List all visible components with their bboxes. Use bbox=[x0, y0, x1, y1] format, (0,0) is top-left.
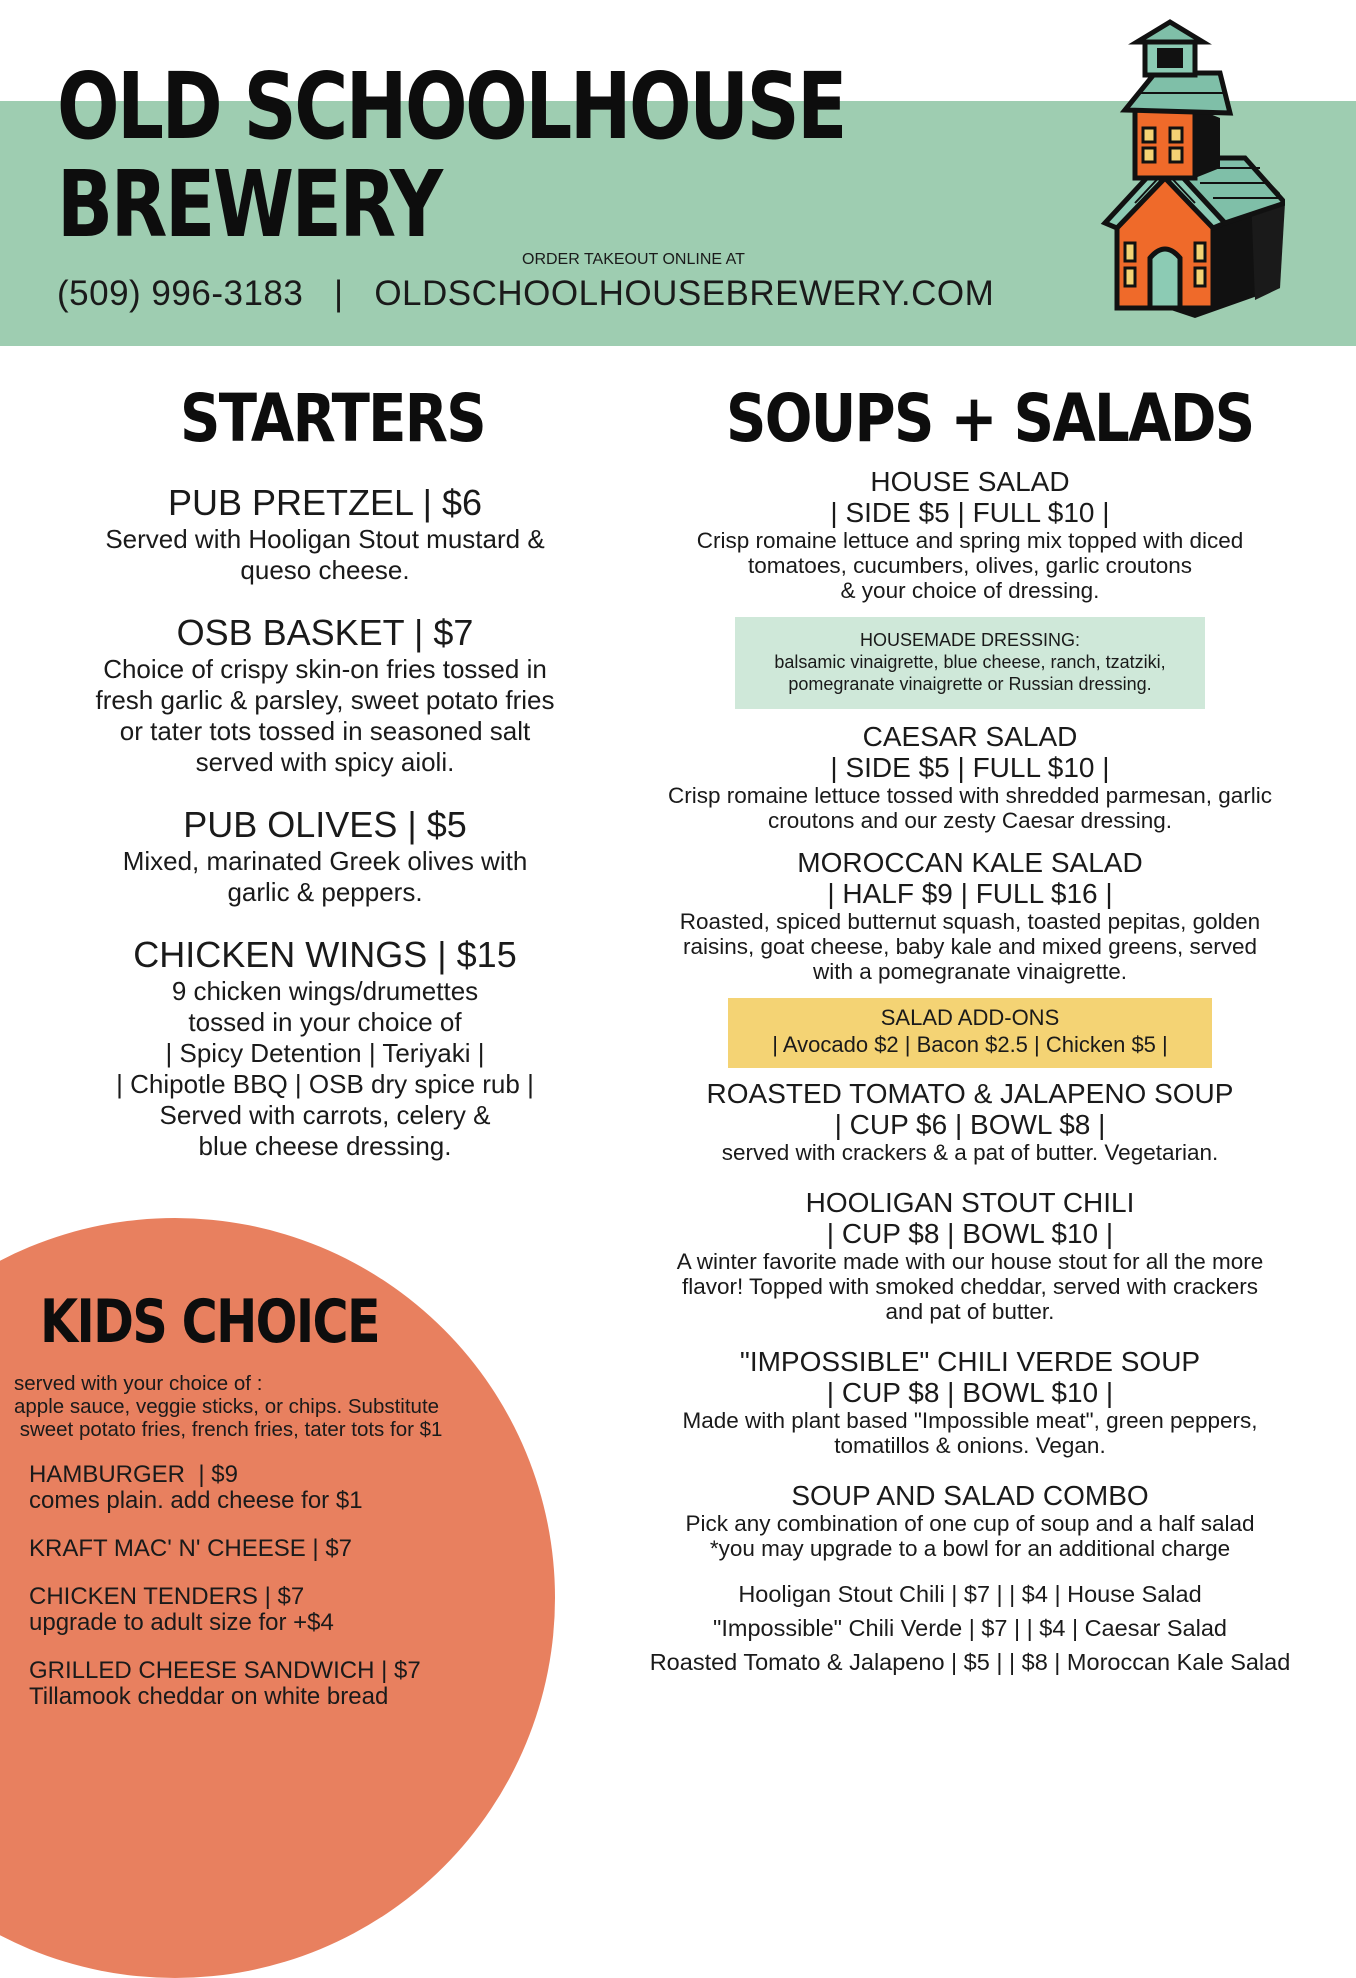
item-desc: Made with plant based "Impossible meat", green peppers, bbox=[682, 1408, 1258, 1433]
starters-title: STARTERS bbox=[180, 380, 486, 457]
kids-item-chicken-tenders bbox=[29, 1584, 421, 1636]
item-name: MOROCCAN KALE SALAD bbox=[797, 847, 1143, 878]
addons-title: SALAD ADD-ONS bbox=[880, 1005, 1060, 1030]
item-desc: 9 chicken wings/drumettes bbox=[171, 976, 479, 1006]
dressing-line: balsamic vinaigrette, blue cheese, ranch, tzatziki, bbox=[774, 652, 1166, 672]
contact-separator: | bbox=[334, 274, 344, 313]
item-desc: Served with carrots, celery & bbox=[159, 1100, 491, 1130]
item-note: upgrade to adult size for +$4 bbox=[29, 1609, 334, 1636]
kids-intro bbox=[14, 1372, 442, 1441]
menu-item-pub-pretzel bbox=[60, 482, 590, 586]
kids-intro-line: sweet potato fries, french fries, tater tots for $1 bbox=[14, 1418, 443, 1441]
item-note: comes plain. add cheese for $1 bbox=[29, 1487, 363, 1514]
title-line-1: OLD SCHOOLHOUSE bbox=[57, 53, 846, 160]
item-desc: tossed in your choice of bbox=[188, 1007, 462, 1037]
item-desc: flavor! Topped with smoked cheddar, served with crackers bbox=[681, 1274, 1259, 1299]
item-desc: garlic & peppers. bbox=[227, 877, 423, 907]
kids-choice-title: KIDS CHOICE bbox=[40, 1287, 379, 1357]
item-desc: croutons and our zesty Caesar dressing. bbox=[768, 808, 1172, 833]
item-name: CHICKEN TENDERS | $7 bbox=[29, 1583, 305, 1610]
item-desc: with a pomegranate vinaigrette. bbox=[813, 959, 1127, 984]
item-price: | SIDE $5 | FULL $10 | bbox=[830, 497, 1110, 528]
item-desc: served with crackers & a pat of butter. Vegetarian. bbox=[721, 1140, 1219, 1165]
menu-item-hooligan-stout-chili bbox=[620, 1187, 1320, 1324]
takeout-label: ORDER TAKEOUT ONLINE AT bbox=[522, 251, 745, 268]
item-name: OSB BASKET | $7 bbox=[176, 612, 474, 653]
dressing-title: HOUSEMADE DRESSING: bbox=[859, 630, 1081, 650]
item-desc: Crisp romaine lettuce and spring mix topped with diced bbox=[696, 528, 1244, 553]
kids-item-grilled-cheese bbox=[29, 1658, 421, 1710]
item-price: | CUP $8 | BOWL $10 | bbox=[826, 1377, 1114, 1408]
schoolhouse-icon bbox=[1095, 18, 1285, 323]
contact-line bbox=[57, 274, 994, 314]
addons-line: | Avocado $2 | Bacon $2.5 | Chicken $5 | bbox=[772, 1032, 1168, 1057]
menu-item-osb-basket bbox=[60, 612, 590, 778]
kids-item-mac-n-cheese bbox=[29, 1536, 421, 1562]
item-price: | HALF $9 | FULL $16 | bbox=[827, 878, 1113, 909]
soups-salads-column bbox=[620, 466, 1320, 1693]
item-desc: served with spicy aioli. bbox=[195, 747, 455, 777]
menu-item-moroccan-kale-salad bbox=[620, 847, 1320, 984]
combo-line: Hooligan Stout Chili | $7 | | $4 | House Salad bbox=[738, 1581, 1202, 1607]
dressing-box bbox=[735, 617, 1205, 709]
menu-item-impossible-chili-verde bbox=[620, 1346, 1320, 1458]
menu-item-pub-olives bbox=[60, 804, 590, 908]
item-name: CAESAR SALAD bbox=[862, 721, 1078, 752]
item-name: ROASTED TOMATO & JALAPENO SOUP bbox=[706, 1078, 1234, 1109]
item-desc: queso cheese. bbox=[240, 555, 410, 585]
item-desc: and pat of butter. bbox=[885, 1299, 1055, 1324]
item-desc: Mixed, marinated Greek olives with bbox=[122, 846, 528, 876]
item-desc: tomatillos & onions. Vegan. bbox=[834, 1433, 1106, 1458]
dressing-line: pomegranate vinaigrette or Russian dressing. bbox=[788, 674, 1152, 694]
website-link[interactable]: OLDSCHOOLHOUSEBREWERY.COM bbox=[374, 274, 995, 313]
item-desc: A winter favorite made with our house stout for all the more bbox=[676, 1249, 1264, 1274]
item-price: | CUP $6 | BOWL $8 | bbox=[834, 1109, 1106, 1140]
item-name: KRAFT MAC' N' CHEESE | $7 bbox=[29, 1535, 353, 1562]
item-note: Tillamook cheddar on white bread bbox=[29, 1683, 389, 1710]
item-name: CHICKEN WINGS | $15 bbox=[133, 934, 517, 975]
item-desc: tomatoes, cucumbers, olives, garlic croutons bbox=[748, 553, 1192, 578]
item-name: HAMBURGER | $9 bbox=[29, 1461, 238, 1488]
item-name: HOUSE SALAD bbox=[870, 466, 1070, 497]
salad-addons-box bbox=[728, 998, 1212, 1068]
item-desc: Choice of crispy skin-on fries tossed in bbox=[103, 654, 547, 684]
item-name: "IMPOSSIBLE" CHILI VERDE SOUP bbox=[739, 1346, 1201, 1377]
combo-lines bbox=[620, 1577, 1320, 1679]
title-line-2: BREWERY bbox=[57, 151, 441, 258]
combo-line: "Impossible" Chili Verde | $7 | | $4 | Caesar Salad bbox=[713, 1615, 1227, 1641]
item-desc: | Spicy Detention | Teriyaki | bbox=[165, 1038, 485, 1068]
combo-line: Roasted Tomato & Jalapeno | $5 | | $8 | Moroccan Kale Salad bbox=[649, 1649, 1291, 1675]
item-price: | CUP $8 | BOWL $10 | bbox=[826, 1218, 1114, 1249]
menu-item-house-salad bbox=[620, 466, 1320, 603]
item-name: PUB PRETZEL | $6 bbox=[167, 482, 483, 523]
kids-item-hamburger bbox=[29, 1462, 421, 1514]
item-desc: & your choice of dressing. bbox=[840, 578, 1100, 603]
menu-item-chicken-wings bbox=[60, 934, 590, 1162]
item-desc: | Chipotle BBQ | OSB dry spice rub | bbox=[116, 1069, 534, 1099]
item-desc: Pick any combination of one cup of soup and a half salad bbox=[685, 1511, 1255, 1536]
phone-number[interactable]: (509) 996-3183 bbox=[57, 274, 304, 313]
brewery-title bbox=[57, 53, 846, 258]
kids-intro-line: served with your choice of : bbox=[14, 1372, 263, 1395]
item-desc: raisins, goat cheese, baby kale and mixed greens, served bbox=[682, 934, 1258, 959]
item-desc: *you may upgrade to a bowl for an additional charge bbox=[709, 1536, 1231, 1561]
item-price: | SIDE $5 | FULL $10 | bbox=[830, 752, 1110, 783]
kids-menu-list bbox=[29, 1462, 421, 1732]
kids-intro-line: apple sauce, veggie sticks, or chips. Substitute bbox=[14, 1395, 440, 1418]
item-name: GRILLED CHEESE SANDWICH | $7 bbox=[29, 1657, 421, 1684]
item-desc: Served with Hooligan Stout mustard & bbox=[105, 524, 545, 554]
menu-item-soup-salad-combo bbox=[620, 1480, 1320, 1679]
item-name: HOOLIGAN STOUT CHILI bbox=[805, 1187, 1135, 1218]
starters-column bbox=[60, 482, 590, 1188]
item-desc: fresh garlic & parsley, sweet potato fries bbox=[95, 685, 555, 715]
item-desc: Roasted, spiced butternut squash, toasted pepitas, golden bbox=[679, 909, 1261, 934]
item-desc: or tater tots tossed in seasoned salt bbox=[119, 716, 531, 746]
item-desc: blue cheese dressing. bbox=[198, 1131, 452, 1161]
menu-item-tomato-jalapeno-soup bbox=[620, 1078, 1320, 1165]
item-desc: Crisp romaine lettuce tossed with shredded parmesan, garlic bbox=[667, 783, 1273, 808]
soups-salads-title: SOUPS + SALADS bbox=[726, 380, 1254, 457]
menu-item-caesar-salad bbox=[620, 721, 1320, 833]
item-name: PUB OLIVES | $5 bbox=[183, 804, 467, 845]
item-name: SOUP AND SALAD COMBO bbox=[791, 1480, 1149, 1511]
